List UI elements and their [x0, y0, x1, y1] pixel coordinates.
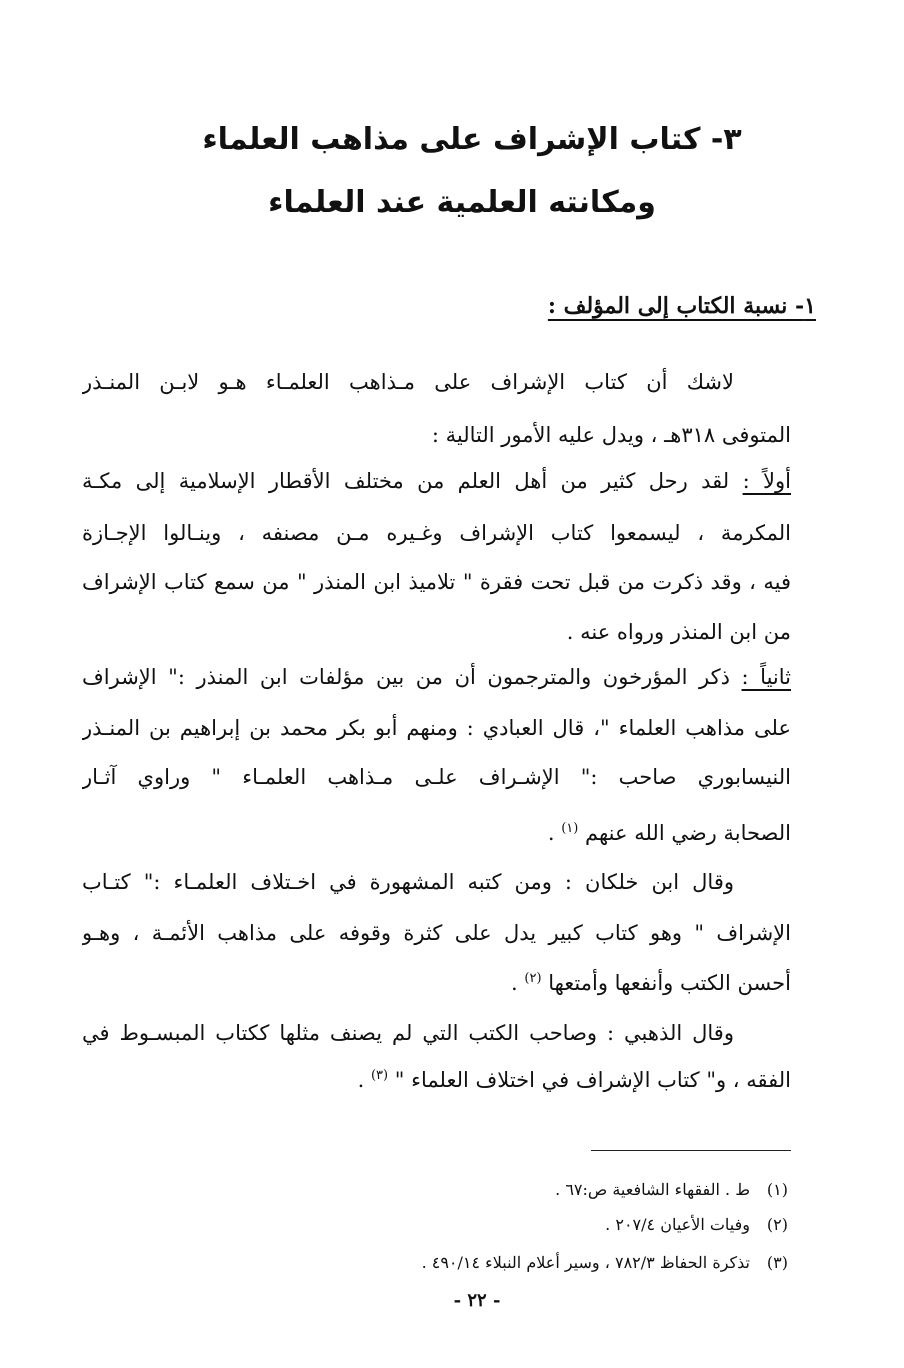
paragraph-3-line-3: النيسابوري صاحب :" الإشـراف علـى مـذاهب العلمـاء " وراوي آثـار: [82, 765, 791, 789]
paragraph-2-label: أولاً :: [742, 469, 791, 493]
paragraph-3-label: ثانياً :: [741, 665, 791, 689]
footnote-ref-2[interactable]: (٢): [524, 971, 542, 986]
footnote-2: [300, 1213, 788, 1237]
page-number: - ٢٢ -: [453, 1290, 501, 1311]
chapter-title-line-2: ومكانته العلمية عند العلماء: [268, 185, 656, 220]
paragraph-4-line-2: الإشراف " وهو كتاب كبير يدل على كثرة وقوفه على مذاهب الأئمـة ، وهـو: [82, 921, 791, 945]
footnote-3: [300, 1251, 788, 1275]
footnote-3-text: تذكرة الحفاظ ٧٨٢/٣ ، وسير أعلام النبلاء ٤٩٠/١٤ .: [421, 1253, 750, 1272]
paragraph-5-line-1: وقال الذهبي : وصاحب الكتب التي لم يصنف مثلها ككتاب المبسـوط في: [82, 1021, 734, 1045]
footnote-1-text: ط . الفقهاء الشافعية ص:٦٧ .: [555, 1180, 750, 1199]
footnote-3-number: (٣): [766, 1253, 788, 1272]
paragraph-4-line-1: وقال ابن خلكان : ومن كتبه المشهورة في اخـتلاف العلمـاء :" كتـاب: [82, 870, 734, 894]
paragraph-3-line-4: الصحابة رضي الله عنهم $^{(١)}$ .: [547, 821, 791, 845]
paragraph-5-line-2: الفقه ، و" كتاب الإشراف في اختلاف العلماء " $^{(٣)}$ .: [357, 1068, 791, 1092]
paragraph-3-line-2: على مذاهب العلماء "، قال العبادي : ومنهم أبو بكر محمد بن إبراهيم بن المنـذر: [82, 716, 791, 740]
footnote-2-text: وفيات الأعيان ٢٠٧/٤ .: [605, 1215, 750, 1234]
chapter-title-line-1: ٣- كتاب الإشراف على مذاهب العلماء: [202, 122, 742, 157]
section-heading: ١- نسبة الكتاب إلى المؤلف :: [547, 293, 816, 319]
paragraph-4-line-3: أحسن الكتب وأنفعها وأمتعها $^{(٢)}$ .: [511, 971, 791, 995]
paragraph-2-line-3: فيه ، وقد ذكرت من قبل تحت فقرة " تلاميذ ابن المنذر " من سمع كتاب الإشراف: [82, 570, 791, 594]
paragraph-2-line-2: المكرمة ، ليسمعوا كتاب الإشراف وغـيره مـن مصنفه ، وينـالوا الإجـازة: [82, 521, 791, 545]
paragraph-1-line-2: المتوفى ٣١٨هـ ، ويدل عليه الأمور التالية :: [431, 423, 791, 447]
paragraph-1-line-1: لاشك أن كتاب الإشراف على مـذاهب العلمـاء هـو لابـن المنـذر: [82, 370, 734, 394]
footnote-separator: [591, 1150, 791, 1151]
footnote-1-number: (١): [766, 1180, 788, 1199]
footnote-1: [300, 1178, 788, 1202]
paragraph-2-line-4: من ابن المنذر ورواه عنه .: [566, 620, 791, 644]
footnote-2-number: (٢): [766, 1215, 788, 1234]
paragraph-2-line-1: أولاً : لقد رحل كثير من أهل العلم من مختلف الأقطار الإسلامية إلى مكـة: [82, 469, 791, 493]
footnote-ref-1[interactable]: (١): [561, 821, 579, 836]
footnote-ref-3[interactable]: (٣): [370, 1068, 389, 1083]
paragraph-3-line-1: ثانياً : ذكر المؤرخون والمترجمون أن من بين مؤلفات ابن المنذر :" الإشراف: [82, 665, 791, 689]
